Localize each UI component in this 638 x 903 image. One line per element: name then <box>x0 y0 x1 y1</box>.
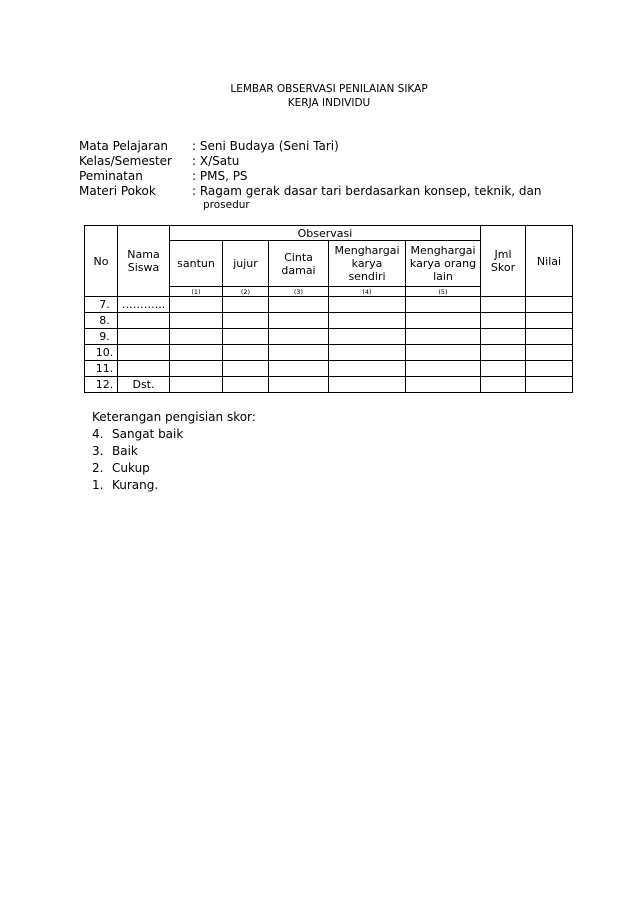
meta-value: : X/Satu <box>192 154 240 168</box>
cell-empty <box>526 345 573 361</box>
cell-empty <box>223 329 269 345</box>
cell-empty <box>329 377 406 393</box>
cell-empty <box>170 297 223 313</box>
table-row <box>85 377 573 393</box>
header-col-line: karya <box>351 257 383 270</box>
header-nilai: Nilai <box>526 226 573 297</box>
keterangan-item <box>92 478 158 493</box>
table-row <box>85 313 573 329</box>
cell-nama <box>118 345 170 361</box>
header-col-menghargai-karya-sendiri <box>329 241 406 287</box>
meta-value: : Seni Budaya (Seni Tari) <box>192 139 339 153</box>
cell-empty <box>170 345 223 361</box>
keterangan-title: Keterangan pengisian skor: <box>92 410 256 424</box>
header-col-cinta-damai <box>269 241 329 287</box>
keterangan-item <box>92 427 183 442</box>
cell-nama: ………... <box>118 297 170 313</box>
header-no: No <box>85 226 118 297</box>
header-col-line: Menghargai <box>410 244 476 257</box>
cell-nama <box>118 361 170 377</box>
cell-empty <box>526 329 573 345</box>
cell-empty <box>526 361 573 377</box>
cell-no: 8. <box>85 313 118 329</box>
cell-empty <box>269 329 329 345</box>
header-col-line: jujur <box>233 257 258 270</box>
cell-empty <box>481 297 526 313</box>
cell-empty <box>170 329 223 345</box>
header-col-line: Menghargai <box>334 244 400 257</box>
cell-empty <box>526 313 573 329</box>
cell-empty <box>223 313 269 329</box>
cell-empty <box>406 313 481 329</box>
header-col-jujur <box>223 241 269 287</box>
cell-empty <box>269 377 329 393</box>
cell-empty <box>269 361 329 377</box>
cell-empty <box>223 361 269 377</box>
keterangan-num: 1. <box>92 478 104 492</box>
table-row <box>85 329 573 345</box>
cell-empty <box>406 345 481 361</box>
header-nama-siswa <box>118 226 170 297</box>
column-number: (1) <box>170 287 223 297</box>
cell-empty <box>481 329 526 345</box>
header-col-line: Cinta <box>284 250 313 264</box>
header-observasi: Observasi <box>170 226 481 241</box>
cell-empty <box>269 313 329 329</box>
cell-nama <box>118 313 170 329</box>
column-number: (3) <box>269 287 329 297</box>
cell-empty <box>269 297 329 313</box>
cell-empty <box>170 361 223 377</box>
keterangan-num: 3. <box>92 444 104 458</box>
cell-empty <box>329 297 406 313</box>
table-row <box>85 345 573 361</box>
cell-no: 7. <box>85 297 118 313</box>
meta-value: : Ragam gerak dasar tari berdasarkan konsep, teknik, dan <box>192 184 542 198</box>
document-title-line2: KERJA INDIVIDU <box>287 97 371 109</box>
cell-empty <box>481 361 526 377</box>
cell-empty <box>223 345 269 361</box>
column-number: (2) <box>223 287 269 297</box>
header-col-line: lain <box>433 270 453 283</box>
cell-empty <box>526 297 573 313</box>
cell-empty <box>526 377 573 393</box>
header-nama-line1: Nama <box>127 248 160 261</box>
cell-empty <box>223 297 269 313</box>
header-col-line: damai <box>281 263 316 277</box>
document-title-line1: LEMBAR OBSERVASI PENILAIAN SIKAP <box>230 83 428 95</box>
keterangan-num: 4. <box>92 427 104 441</box>
cell-empty <box>170 313 223 329</box>
cell-no: 11. <box>85 361 118 377</box>
cell-empty <box>406 377 481 393</box>
cell-empty <box>329 329 406 345</box>
column-number: (5) <box>406 287 481 297</box>
header-col-line: karya orang <box>409 257 477 270</box>
cell-no: 12. <box>85 377 118 393</box>
cell-empty <box>223 377 269 393</box>
header-col-santun <box>170 241 223 287</box>
keterangan-label: Kurang. <box>112 478 159 492</box>
observation-table <box>84 225 573 393</box>
keterangan-label: Cukup <box>112 461 150 475</box>
cell-empty <box>481 377 526 393</box>
cell-empty <box>406 361 481 377</box>
keterangan-num: 2. <box>92 461 104 475</box>
cell-empty <box>481 345 526 361</box>
keterangan-item <box>92 444 138 459</box>
cell-empty <box>329 313 406 329</box>
meta-label: Kelas/Semester <box>79 154 172 168</box>
header-col-menghargai-karya-orang-lain <box>406 241 481 287</box>
keterangan-label: Baik <box>112 444 138 458</box>
header-nama-line2: Siswa <box>127 261 160 274</box>
cell-empty <box>329 345 406 361</box>
meta-label: Peminatan <box>79 169 143 183</box>
cell-empty <box>329 361 406 377</box>
cell-nama: Dst. <box>118 377 170 393</box>
header-jml-skor <box>481 226 526 297</box>
header-jml-line2: Skor <box>490 261 516 274</box>
meta-value: : PMS, PS <box>192 169 248 183</box>
header-jml-line1: Jml <box>494 248 512 261</box>
table-row <box>85 297 573 313</box>
cell-no: 9. <box>85 329 118 345</box>
meta-label: Materi Pokok <box>79 184 156 198</box>
cell-empty <box>481 313 526 329</box>
meta-label: Mata Pelajaran <box>79 139 169 153</box>
cell-empty <box>170 377 223 393</box>
header-col-line: sendiri <box>348 270 386 283</box>
cell-no: 10. <box>85 345 118 361</box>
keterangan-label: Sangat baik <box>112 427 184 441</box>
cell-empty <box>269 345 329 361</box>
keterangan-item <box>92 461 150 476</box>
cell-empty <box>406 297 481 313</box>
header-col-line: santun <box>177 257 215 270</box>
column-number: (4) <box>329 287 406 297</box>
cell-empty <box>406 329 481 345</box>
cell-nama <box>118 329 170 345</box>
table-row <box>85 361 573 377</box>
meta-continuation: prosedur <box>203 199 250 211</box>
